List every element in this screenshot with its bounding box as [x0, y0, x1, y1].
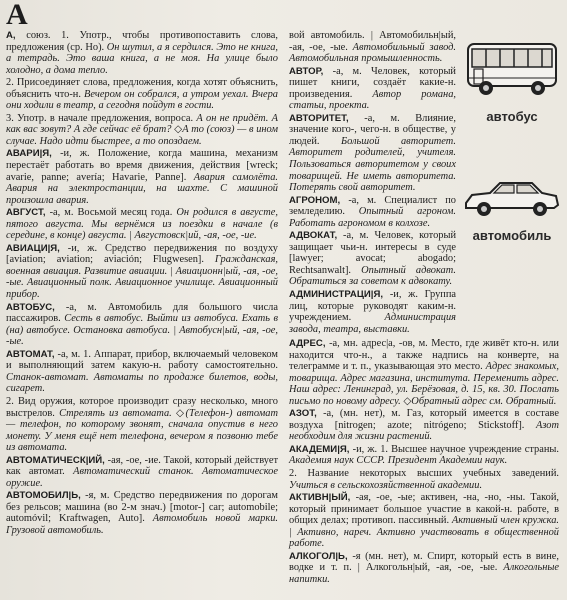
entry-definition: вой автомобиль. | Автомобильн|ый, -ая, -ое, -ые.: [289, 30, 456, 53]
entry-definition: -ая, -ое, -ые; активен, -на, -но, -ны. Такой, который принимает большое участие в какой-н. работе, в общих делах; противоп. пассивный.: [289, 492, 559, 527]
entry-headword: АВТОМОБИЛ|Ь,: [6, 490, 86, 502]
entry-example: Стрелять из автомата. ◇(Телефон-) автомат — телефон, по которому звонят, сначала опустив в него монету. У меня ещё нет телефона, вечером я позвоню тебе из автомата.: [6, 407, 278, 454]
dictionary-entry: [289, 230, 456, 288]
entry-example: Активный член кружка. | Активно, нареч. Активно участвовать в общественной работе.: [289, 515, 559, 550]
entry-example: Опытный агроном. Работать агрономом в колхозе.: [289, 206, 456, 229]
entry-definition: союз. 1. Употр., чтобы противопоставить слова, предложения (ср. Но).: [6, 30, 278, 53]
dictionary-entry: [289, 30, 456, 65]
entry-headword: АВТОРИТЕТ,: [289, 112, 365, 124]
entry-headword: АГРОНОМ,: [289, 194, 349, 206]
entry-definition: -а, м. Человек, который защищает чьи-н. интересы в суде [lawyer; avocat; abogado; Rechtsanwalt].: [289, 230, 456, 276]
bus-caption: автобус: [486, 109, 538, 124]
column-left: [6, 30, 278, 538]
dictionary-entry: [289, 66, 456, 112]
dictionary-entry: [6, 490, 278, 536]
entry-definition: -и, ж. Положение, когда машина, механизм перестаёт работать во время движения, действия [wreck; avarie, panne; avería; Havarie, Panne].: [6, 148, 279, 183]
entry-definition: 2. Присоединяет слова, предложения, когда хотят объяснить, объяснить что-н.: [6, 77, 278, 100]
entry-example: Азот необходим для жизни растений.: [289, 419, 559, 443]
entry-definition: 3. Употр. в начале предложения, вопроса.: [6, 112, 197, 124]
entry-example: Станок-автомат. Автоматы по продаже билетов, воды, сигарет.: [6, 371, 278, 395]
entry-example: Авария самолёта. Авария на электростанции, на шахте. С машиной произошла авария.: [6, 171, 278, 206]
dictionary-entry: [6, 77, 278, 112]
entry-example: Большой авторитет. Авторитет родителей, учителя. Пользоваться авторитетом у своих товарищей. Не иметь авторитета. Потерять свой авторитет.: [289, 135, 456, 194]
entry-definition: -и, ж. 1. Высшее научное учреждение страны.: [352, 443, 559, 455]
entry-headword: АКАДЕМИ|Я,: [289, 443, 353, 455]
dictionary-entry: [289, 408, 559, 443]
column-right-bottom: [289, 338, 559, 586]
entry-example: Алкогольные напитки.: [289, 562, 559, 585]
dictionary-entry: [289, 289, 456, 335]
entry-definition: -и, ж. Группа лиц, которые руководят каким-н. учреждением.: [289, 289, 456, 324]
entry-example: Он родился в августе, пятого августа. Мы вернёмся из поездки в начале (в середине, в конце) августа. | Августовск|ий, -ая, -ое, -ие.: [6, 207, 278, 242]
entry-example: Учиться в сельскохозяйственной академии.: [289, 479, 483, 491]
dictionary-entry: [289, 551, 559, 586]
dictionary-entry: [6, 30, 278, 76]
entry-headword: АВТОР,: [289, 65, 333, 77]
entry-definition: -а, м. Человек, который пишет книги, создаёт какие-н. произведения.: [289, 65, 456, 100]
entry-headword: А,: [6, 30, 27, 41]
car-caption: автомобиль: [472, 228, 552, 243]
entry-headword: АВГУСТ,: [6, 207, 50, 219]
entry-definition: -а, м. Специалист по земледелию.: [289, 194, 456, 218]
car-illustration: [462, 175, 562, 243]
dictionary-entry: [6, 302, 278, 348]
entry-example: А он не придёт. А как вас зовут? А где сейчас её брат? ◇А то (союз) — в ином случае. Надо идти быстрее, а то опоздаем.: [6, 112, 278, 147]
entry-headword: АВТОМАТ,: [6, 348, 58, 360]
entry-headword: АВТОМАТИЧЕСК|ИЙ,: [6, 454, 108, 466]
section-letter: А: [6, 0, 28, 31]
dictionary-entry: [6, 455, 278, 490]
column-middle-top: [289, 30, 456, 336]
dictionary-entry: [289, 468, 559, 491]
entry-example: Автомобильный завод. Автомобильная промышленность.: [289, 41, 456, 65]
entry-example: Автоматический станок. Автоматическое оружие.: [6, 466, 278, 489]
dictionary-entry: [6, 243, 278, 301]
entry-headword: АВИАЦИ|Я,: [6, 242, 68, 254]
entry-headword: АЛКОГОЛ|Ь,: [289, 550, 353, 562]
entry-definition: -ая, -ое, -ие. Такой, который действует как автомат.: [6, 454, 278, 478]
entry-definition: -я (мн. нет), м. Спирт, который есть в вине, водке и т. п. | Алкогольн|ый, -ая, -ое, -ые.: [289, 550, 559, 574]
entry-headword: АДРЕС,: [289, 338, 330, 349]
entry-definition: -и, ж. Средство передвижения по воздуху [aviation; aviation; aviación; Flugwesen].: [6, 242, 278, 266]
entry-example: Академия наук СССР. Президент Академии наук.: [289, 455, 508, 467]
dictionary-entry: [289, 444, 559, 467]
entry-definition: 2. Название некоторых высших учебных заведений.: [289, 468, 559, 480]
bus-illustration: [462, 38, 562, 124]
dictionary-entry: [6, 148, 278, 206]
dictionary-entry: [289, 195, 456, 230]
car-icon: [462, 175, 562, 219]
entry-definition: -а, мн. адрес|а, -ов, м. Место, где живёт кто-н. или находится что-н., а также надпись на конверте, на телеграмме и т. п., указывающая это место.: [289, 338, 559, 373]
bus-icon: [464, 38, 560, 100]
entry-example: Администрация завода, театра, выставки.: [289, 312, 456, 335]
entry-example: Гражданская, военная авиация. Развитие авиации. | Авиационн|ый, -ая, -ое, -ые. Авиационный полк. Авиационное училище. Авиационный прибор.: [6, 254, 278, 301]
entry-headword: АКТИВН|ЫЙ,: [289, 492, 356, 504]
entry-example: Сесть в автобус. Выйти из автобуса. Ехать в (на) автобусе. Остановка автобуса. | Автобусн|ый, -ая, -ое, -ые.: [6, 313, 278, 348]
dictionary-entry: [6, 396, 278, 454]
entry-example: Опытный адвокат. Обратиться за советом к адвокату.: [289, 264, 456, 288]
entry-headword: АДВОКАТ,: [289, 230, 344, 242]
entry-example: Он шутил, а я сердился. Это не книга, а тетрадь. Это ваша книга, а не моя. На улице было холодно, а дома тепло.: [6, 41, 278, 76]
dictionary-entry: [289, 338, 559, 407]
dictionary-entry: [289, 492, 559, 550]
entry-definition: 2. Вид оружия, которое производит сразу несколько, много выстрелов.: [6, 395, 278, 419]
dictionary-entry: [289, 113, 456, 194]
entry-headword: АЗОТ,: [289, 408, 324, 420]
entry-definition: -а, (мн. нет), м. Газ, который имеется в составе воздуха [nitrogen; azote; nitrógeno; Stickstoff].: [289, 408, 559, 431]
entry-example: Адрес знакомых, товарища. Адрес магазина, института. Переменить адрес. Наш адрес: Ленинград, ул. Берёзовая, д. 15, кв. 30. Послать письмо по новому адресу. ◇Обратный адрес см. Обратный.: [289, 361, 559, 407]
dictionary-entry: [6, 113, 278, 148]
entry-definition: -а, м. Восьмой месяц года.: [49, 207, 177, 219]
dictionary-entry: [6, 349, 278, 395]
entry-headword: АВАРИ|Я,: [6, 148, 61, 160]
dictionary-entry: [6, 207, 278, 242]
entry-definition: -а, м. Влияние, значение кого-, чего-н. в обществе, у людей.: [289, 112, 456, 147]
entry-definition: -а, м. Автомобиль для большого числа пассажиров.: [6, 301, 278, 325]
entry-headword: АДМИНИСТРАЦИ|Я,: [289, 289, 390, 301]
entry-example: Автор романа, статьи, проекта.: [289, 88, 456, 112]
entry-definition: -а, м. 1. Аппарат, прибор, включаемый человеком и выполняющий затем какую-н. работу самостоятельно.: [6, 348, 278, 372]
entry-definition: -я, м. Средство передвижения по дорогам без рельсов; машина (во 2-м знач.) [motor-] car; automobile; automóvil; Kraftwagen, Auto].: [6, 490, 278, 525]
entry-example: Вечером он собрался, а утром уехал. Вчера они ходили в театр, а сегодня пойдут в гости.: [6, 88, 279, 112]
entry-headword: АВТОБУС,: [6, 301, 66, 313]
entry-example: Автомобиль новой марки. Грузовой автомобиль.: [6, 513, 278, 536]
